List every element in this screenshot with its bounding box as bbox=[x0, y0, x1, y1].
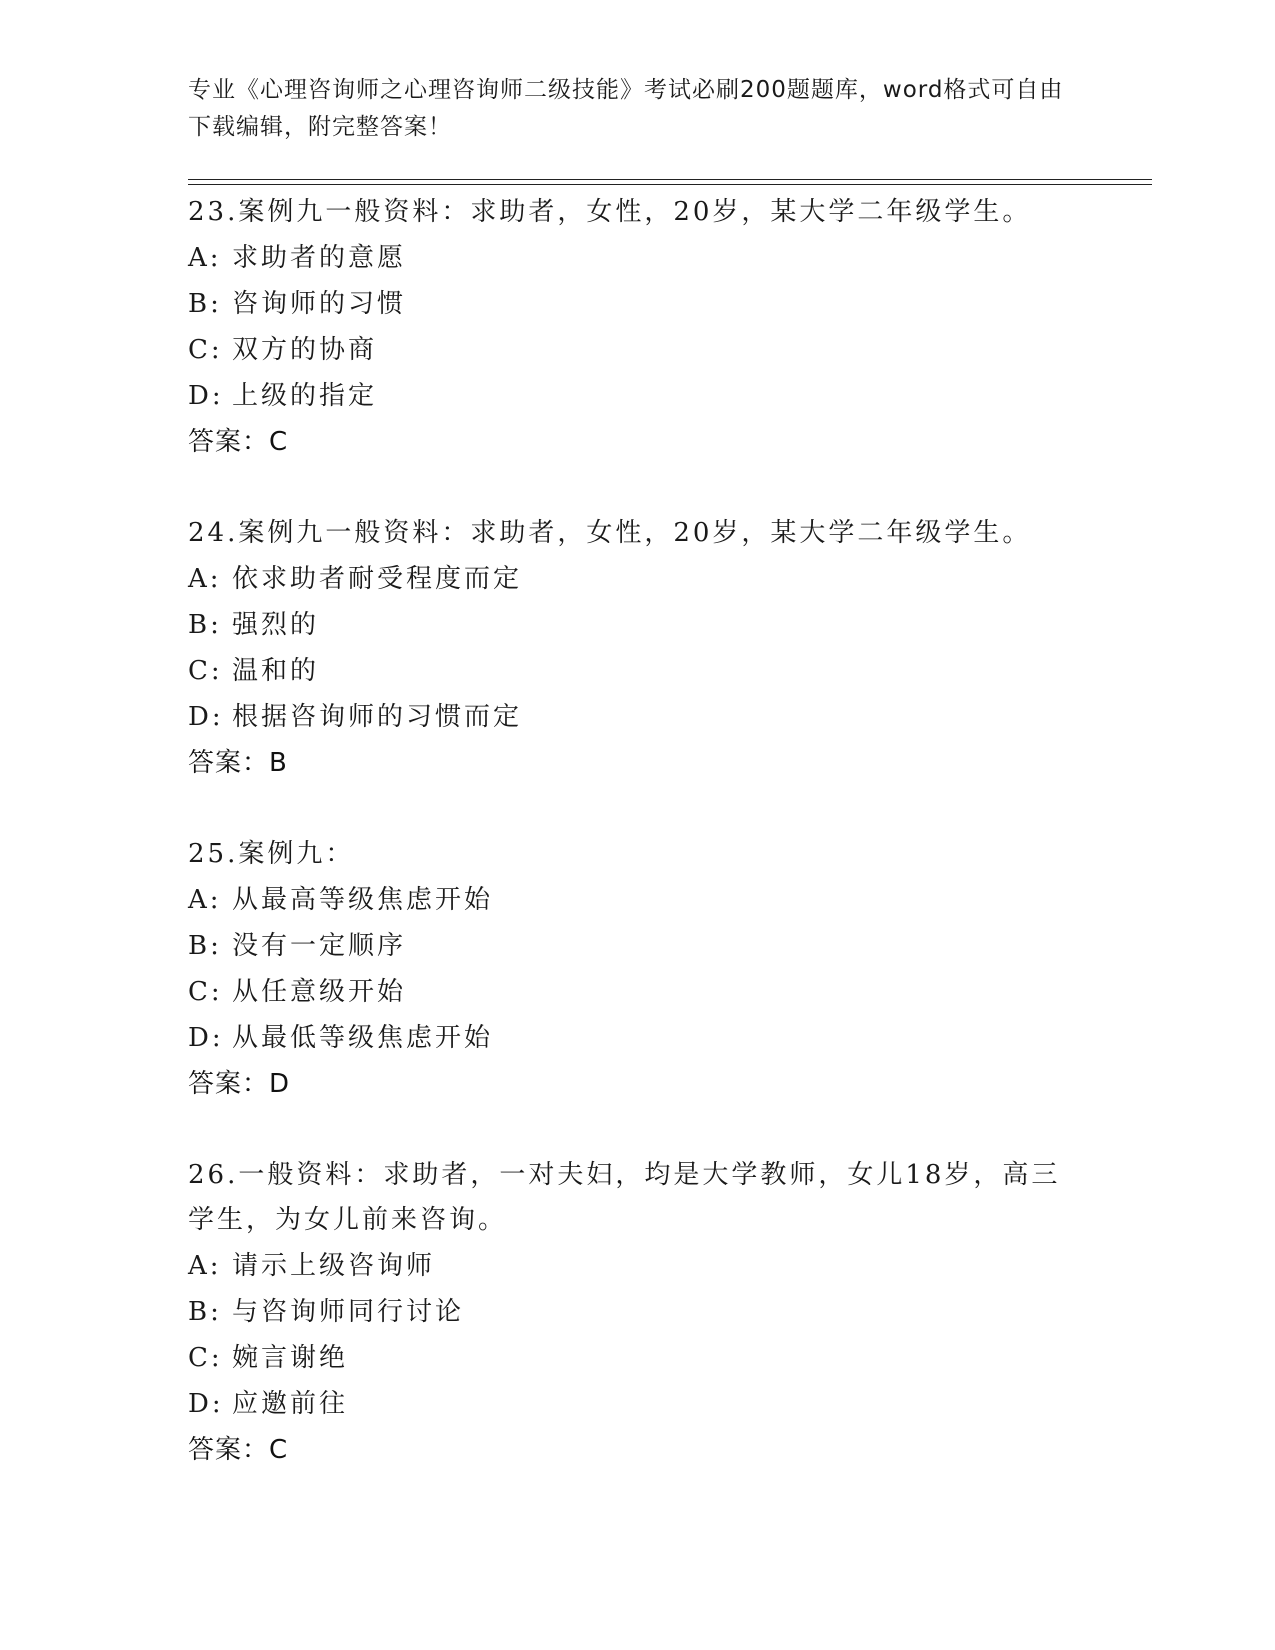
option-letter: A: bbox=[188, 1251, 222, 1281]
option-b bbox=[188, 923, 1068, 969]
option-text: 上级的指定 bbox=[232, 381, 378, 411]
question-stem: 25.案例九： bbox=[188, 839, 355, 869]
option-letter: D: bbox=[188, 381, 224, 411]
answer-line: 答案：B bbox=[188, 748, 288, 778]
option-text: 请示上级咨询师 bbox=[232, 1251, 436, 1281]
answer-line: 答案：D bbox=[188, 1069, 291, 1099]
option-a bbox=[188, 877, 1068, 923]
option-b bbox=[188, 281, 1068, 327]
option-d bbox=[188, 694, 1068, 740]
option-text: 依求助者耐受程度而定 bbox=[232, 564, 523, 594]
question-stem: 26.一般资料：求助者，一对夫妇，均是大学教师，女儿18岁，高三学生，为女儿前来咨询。 bbox=[188, 1160, 1061, 1235]
option-d bbox=[188, 1015, 1068, 1061]
question-stem: 23.案例九一般资料：求助者，女性，20岁，某大学二年级学生。 bbox=[188, 197, 1032, 227]
option-text: 应邀前往 bbox=[232, 1389, 349, 1419]
option-letter: A: bbox=[188, 243, 222, 273]
answer-line: 答案：C bbox=[188, 427, 289, 457]
option-c bbox=[188, 969, 1068, 1015]
option-a bbox=[188, 235, 1068, 281]
option-d bbox=[188, 1381, 1068, 1427]
option-letter: D: bbox=[188, 1389, 224, 1419]
option-a bbox=[188, 1243, 1068, 1289]
option-text: 求助者的意愿 bbox=[232, 243, 407, 273]
option-b bbox=[188, 602, 1068, 648]
option-c bbox=[188, 648, 1068, 694]
option-text: 没有一定顺序 bbox=[232, 931, 407, 961]
option-d bbox=[188, 373, 1068, 419]
option-letter: B: bbox=[188, 1297, 222, 1327]
question-23 bbox=[188, 190, 1068, 465]
question-stem: 24.案例九一般资料：求助者，女性，20岁，某大学二年级学生。 bbox=[188, 518, 1032, 548]
option-text: 温和的 bbox=[232, 656, 320, 686]
option-letter: A: bbox=[188, 564, 222, 594]
option-text: 强烈的 bbox=[232, 610, 320, 640]
option-letter: B: bbox=[188, 931, 222, 961]
question-25 bbox=[188, 832, 1068, 1107]
option-letter: D: bbox=[188, 702, 224, 732]
option-text: 从最低等级焦虑开始 bbox=[232, 1023, 494, 1053]
option-letter: A: bbox=[188, 885, 222, 915]
option-letter: B: bbox=[188, 289, 222, 319]
option-text: 从最高等级焦虑开始 bbox=[232, 885, 494, 915]
option-c bbox=[188, 327, 1068, 373]
option-letter: B: bbox=[188, 610, 222, 640]
option-text: 婉言谢绝 bbox=[232, 1343, 349, 1373]
option-letter: C: bbox=[188, 335, 223, 365]
question-24 bbox=[188, 511, 1068, 786]
option-c bbox=[188, 1335, 1068, 1381]
option-text: 双方的协商 bbox=[232, 335, 378, 365]
option-letter: C: bbox=[188, 1343, 223, 1373]
answer-line: 答案：C bbox=[188, 1435, 289, 1465]
option-b bbox=[188, 1289, 1068, 1335]
header-divider-bottom bbox=[188, 184, 1152, 185]
option-letter: C: bbox=[188, 977, 223, 1007]
question-26 bbox=[188, 1153, 1068, 1473]
question-list bbox=[188, 190, 1068, 1519]
option-letter: C: bbox=[188, 656, 223, 686]
option-text: 与咨询师同行讨论 bbox=[232, 1297, 465, 1327]
header-divider-top bbox=[188, 179, 1152, 180]
page-header-title: 专业《心理咨询师之心理咨询师二级技能》考试必刷200题题库，word格式可自由下载编辑，附完整答案！ bbox=[188, 77, 1064, 140]
option-a bbox=[188, 556, 1068, 602]
option-text: 从任意级开始 bbox=[232, 977, 407, 1007]
option-text: 根据咨询师的习惯而定 bbox=[232, 702, 523, 732]
option-letter: D: bbox=[188, 1023, 224, 1053]
option-text: 咨询师的习惯 bbox=[232, 289, 407, 319]
